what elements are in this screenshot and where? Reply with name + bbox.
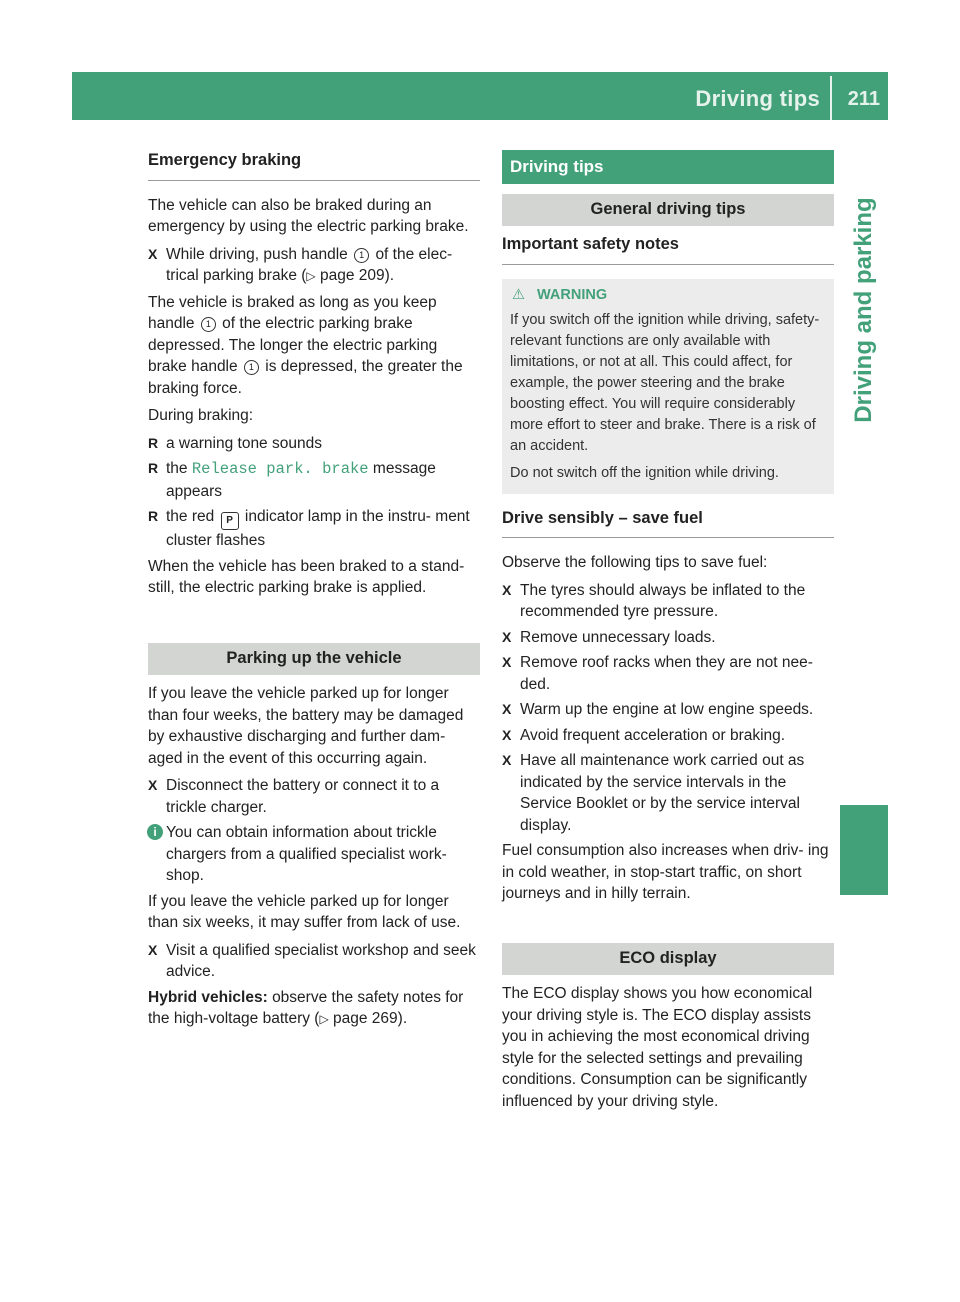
parking-heading: Parking up the vehicle bbox=[148, 643, 480, 676]
step-marker-icon: X bbox=[148, 941, 158, 958]
right-column bbox=[502, 150, 834, 1118]
display-message: Release park. brake bbox=[191, 460, 369, 478]
page-pointer-icon: ▷ bbox=[319, 1012, 329, 1026]
side-tab-label: Driving and parking bbox=[850, 197, 877, 423]
page-ref-link[interactable]: page 269). bbox=[333, 1010, 408, 1027]
subsection-banner: General driving tips bbox=[502, 194, 834, 227]
step-marker-icon: X bbox=[502, 581, 512, 598]
fuel-step: X Have all maintenance work carried out as indicated by the service intervals in the Service Booklet or by the service interval display. bbox=[502, 752, 805, 834]
bullet-icon: R bbox=[148, 460, 159, 476]
emergency-heading: Emergency braking bbox=[148, 151, 302, 169]
during-braking-label: During braking: bbox=[148, 407, 254, 424]
step-marker-icon: X bbox=[502, 752, 512, 768]
step-marker-icon: X bbox=[148, 245, 158, 262]
left-column bbox=[148, 150, 480, 1037]
side-tab bbox=[840, 130, 888, 490]
fuel-step: X The tyres should always be inflated to the recommended tyre pressure. bbox=[502, 581, 806, 620]
list-item: R the Release park. brake message appears bbox=[148, 460, 436, 500]
emergency-closing: When the vehicle has been braked to a stand- still, the electric parking brake is applied. bbox=[148, 557, 465, 596]
eco-text: The ECO display shows you how economical your driving style is. The ECO display assists you in achieving the most economical driving style for the selected settings and prevailing conditions. Consumption can be significantly influenced by your driving style. bbox=[502, 985, 813, 1110]
parking-step-2: X Visit a qualified specialist workshop and seek advice. bbox=[148, 941, 476, 980]
emergency-step: X While driving, push handle 1 of the elec- trical parking brake (▷ page 209). bbox=[148, 245, 453, 284]
warning-text-2: Do not switch off the ignition while driving. bbox=[510, 464, 779, 481]
page-header bbox=[72, 72, 888, 120]
step-marker-icon: X bbox=[148, 777, 158, 793]
list-item: R the red P indicator lamp in the instru- ment cluster flashes bbox=[148, 508, 470, 549]
warning-icon: ⚠ bbox=[512, 286, 525, 303]
hybrid-note: Hybrid vehicles: observe the safety notes for the high-voltage battery (▷ page 269). bbox=[148, 988, 464, 1027]
bullet-icon: R bbox=[148, 508, 159, 524]
warning-text-1: If you switch off the ignition while driving, safety-relevant functions are only available with limitations, or not at all. This could affect, for example, the power steering and the brake boosting effect. You will require considerably more effort to steer and brake. There is a risk of an accident. bbox=[510, 311, 820, 454]
list-item: R a warning tone sounds bbox=[148, 433, 480, 455]
fuel-closing: Fuel consumption also increases when driv- ing in cold weather, in stop-start traffic, on short journeys and in hilly terrain. bbox=[502, 842, 829, 902]
emergency-paragraph-2: The vehicle is braked as long as you keep handle 1 of the electric parking brake depressed. The longer the electric parking brake handle 1 is depressed, the greater the braking force. bbox=[148, 293, 463, 397]
step-marker-icon: X bbox=[502, 726, 512, 743]
eco-heading: ECO display bbox=[502, 943, 834, 976]
safety-heading-block bbox=[502, 234, 834, 265]
side-color-block bbox=[840, 805, 888, 895]
step-marker-icon: X bbox=[502, 654, 512, 670]
fuel-heading-block bbox=[502, 508, 834, 539]
header-title: Driving tips bbox=[695, 86, 820, 111]
parking-paragraph-1: If you leave the vehicle parked up for longer than four weeks, the battery may be damaged by exhaustive discharging and further dam- aged in the event of this occurring again. bbox=[148, 685, 464, 767]
safety-heading: Important safety notes bbox=[502, 235, 679, 253]
parking-step-1: X Disconnect the battery or connect it to a trickle charger. bbox=[148, 777, 440, 816]
step-marker-icon: X bbox=[502, 628, 512, 645]
page-number: 211 bbox=[847, 88, 880, 110]
parking-paragraph-2: If you leave the vehicle parked up for longer than six weeks, it may suffer from lack of use. bbox=[148, 892, 461, 931]
page-pointer-icon: ▷ bbox=[306, 269, 316, 283]
fuel-intro: Observe the following tips to save fuel: bbox=[502, 554, 768, 571]
emergency-intro: The vehicle can also be braked during an emergency by using the electric parking brake. bbox=[148, 196, 469, 235]
page-ref-link[interactable]: page 209). bbox=[319, 267, 395, 284]
section-banner: Driving tips bbox=[502, 150, 834, 184]
emergency-heading-block bbox=[148, 150, 480, 181]
header-divider bbox=[830, 76, 832, 120]
fuel-heading: Drive sensibly – save fuel bbox=[502, 508, 703, 527]
fuel-step: X Remove roof racks when they are not nee- ded. bbox=[502, 654, 813, 693]
fuel-step: X Avoid frequent acceleration or braking. bbox=[502, 725, 834, 747]
parking-brake-lamp-icon: P bbox=[221, 512, 239, 530]
handle-number-icon: 1 bbox=[244, 360, 259, 375]
warning-box bbox=[502, 279, 834, 494]
info-icon: i bbox=[147, 824, 163, 840]
handle-number-icon: 1 bbox=[354, 248, 369, 263]
fuel-step: X Warm up the engine at low engine speeds. bbox=[502, 699, 834, 721]
step-marker-icon: X bbox=[502, 701, 512, 717]
info-note: i You can obtain information about trickle chargers from a qualified specialist work- shop. bbox=[148, 822, 480, 887]
fuel-step: X Remove unnecessary loads. bbox=[502, 627, 834, 649]
warning-title: ⚠ WARNING bbox=[510, 285, 826, 306]
bullet-icon: R bbox=[148, 434, 159, 451]
handle-number-icon: 1 bbox=[201, 317, 216, 332]
